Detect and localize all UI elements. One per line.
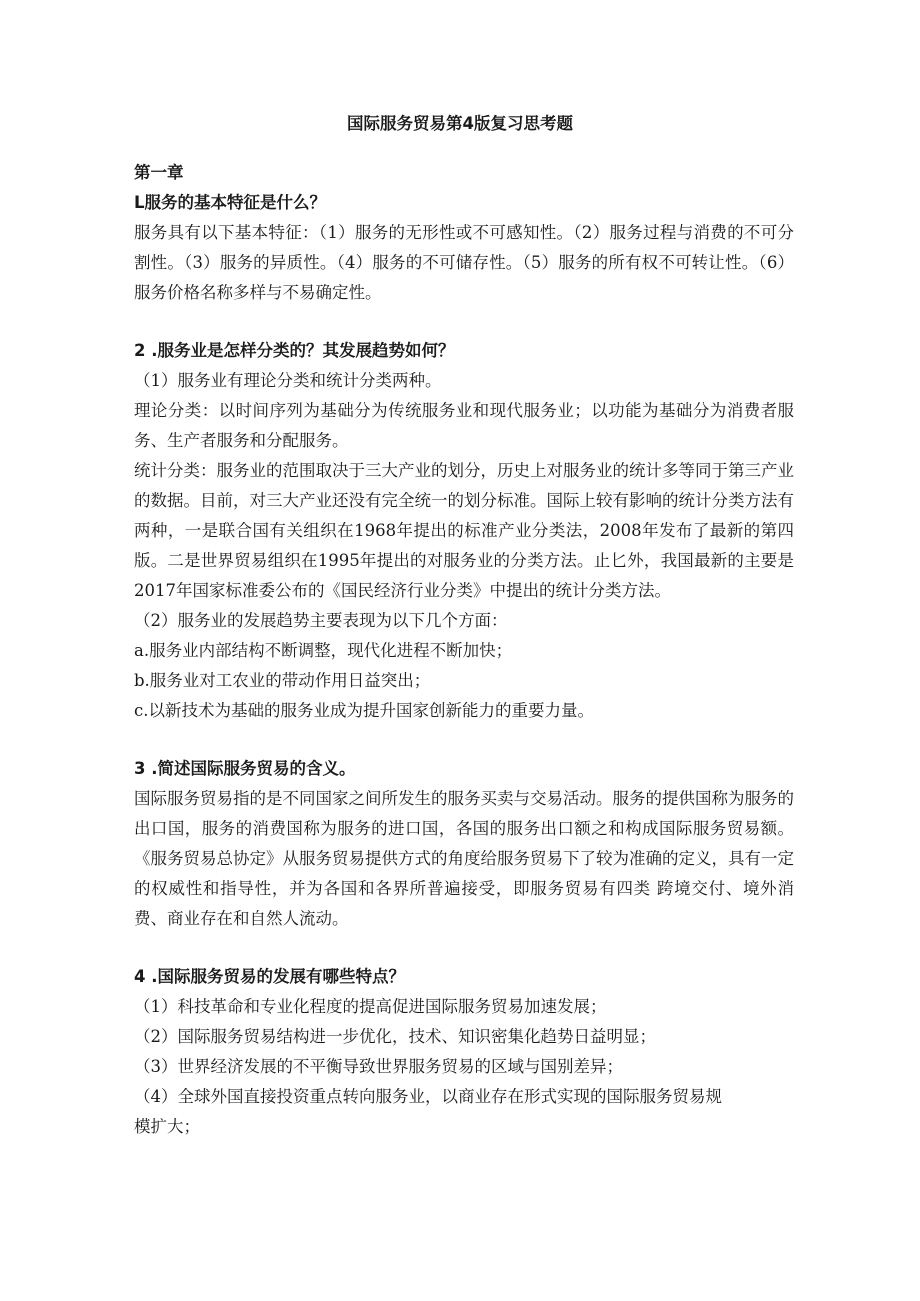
question-1-heading: L服务的基本特征是什么？ bbox=[134, 193, 327, 212]
question-2-paragraph: （1）服务业有理论分类和统计分类两种。 bbox=[134, 371, 442, 390]
question-2-paragraph: 理论分类：以时间序列为基础分为传统服务业和现代服务业；以功能为基础分为消费者服务、生产者服务和分配服务。 bbox=[134, 401, 794, 450]
document-title: 国际服务贸易第4版复习思考题 bbox=[347, 114, 573, 133]
question-2-list-item: b.服务业对工农业的带动作用日益突出； bbox=[134, 671, 431, 690]
question-4-list-item: （3）世界经济发展的不平衡导致世界服务贸易的区域与国别差异； bbox=[134, 1057, 623, 1076]
question-2-list-item: c.以新技术为基础的服务业成为提升国家创新能力的重要力量。 bbox=[134, 701, 594, 720]
document-body bbox=[134, 158, 794, 1142]
chapter-heading: 第一章 bbox=[134, 163, 184, 182]
question-2-heading: 2 .服务业是怎样分类的？其发展趋势如何？ bbox=[134, 341, 455, 360]
question-2-paragraph: （2）服务业的发展趋势主要表现为以下几个方面： bbox=[134, 611, 508, 630]
question-3-heading: 3 .简述国际服务贸易的含义。 bbox=[134, 759, 356, 778]
question-4-list-item: （4）全球外国直接投资重点转向服务业，以商业存在形式实现的国际服务贸易规 bbox=[134, 1087, 722, 1106]
question-4-list-item: （2）国际服务贸易结构进一步优化，技术、知识密集化趋势日益明显； bbox=[134, 1027, 656, 1046]
question-3-answer: 国际服务贸易指的是不同国家之间所发生的服务买卖与交易活动。服务的提供国称为服务的出口国，服务的消费国称为服务的进口国，各国的服务出口额之和构成国际服务贸易额。《服务贸易总协定》从服务贸易提供方式的角度给服务贸易下了较为准确的定义，具有一定的权威性和指导性，并为各国和各界所普遍接受，即服务贸易有四类 跨境交付、境外消费、商业存在和自然人流动。 bbox=[134, 789, 794, 928]
question-1-answer: 服务具有以下基本特征：（1）服务的无形性或不可感知性。（2）服务过程与消费的不可分割性。（3）服务的异质性。（4）服务的不可储存性。（5）服务的所有权不可转让性。（6）服务价格名称多样与不易确定性。 bbox=[134, 223, 794, 302]
question-2-paragraph: 统计分类：服务业的范围取决于三大产业的划分，历史上对服务业的统计多等同于第三产业的数据。目前，对三大产业还没有完全统一的划分标准。国际上较有影响的统计分类方法有两种，一是联合国有关组织在1968年提出的标准产业分类法，2008年发布了最新的第四版。二是世界贸易组织在1995年提出的对服务业的分类方法。止匕外，我国最新的主要是2017年国家标准委公布的《国民经济行业分类》中提出的统计分类方法。 bbox=[134, 461, 794, 600]
question-2-list-item: a.服务业内部结构不断调整，现代化进程不断加快； bbox=[134, 641, 513, 660]
question-4-list-item: （1）科技革命和专业化程度的提高促进国际服务贸易加速发展； bbox=[134, 997, 607, 1016]
question-4-list-item: 模扩大； bbox=[134, 1117, 200, 1136]
question-4-heading: 4 .国际服务贸易的发展有哪些特点？ bbox=[134, 967, 405, 986]
